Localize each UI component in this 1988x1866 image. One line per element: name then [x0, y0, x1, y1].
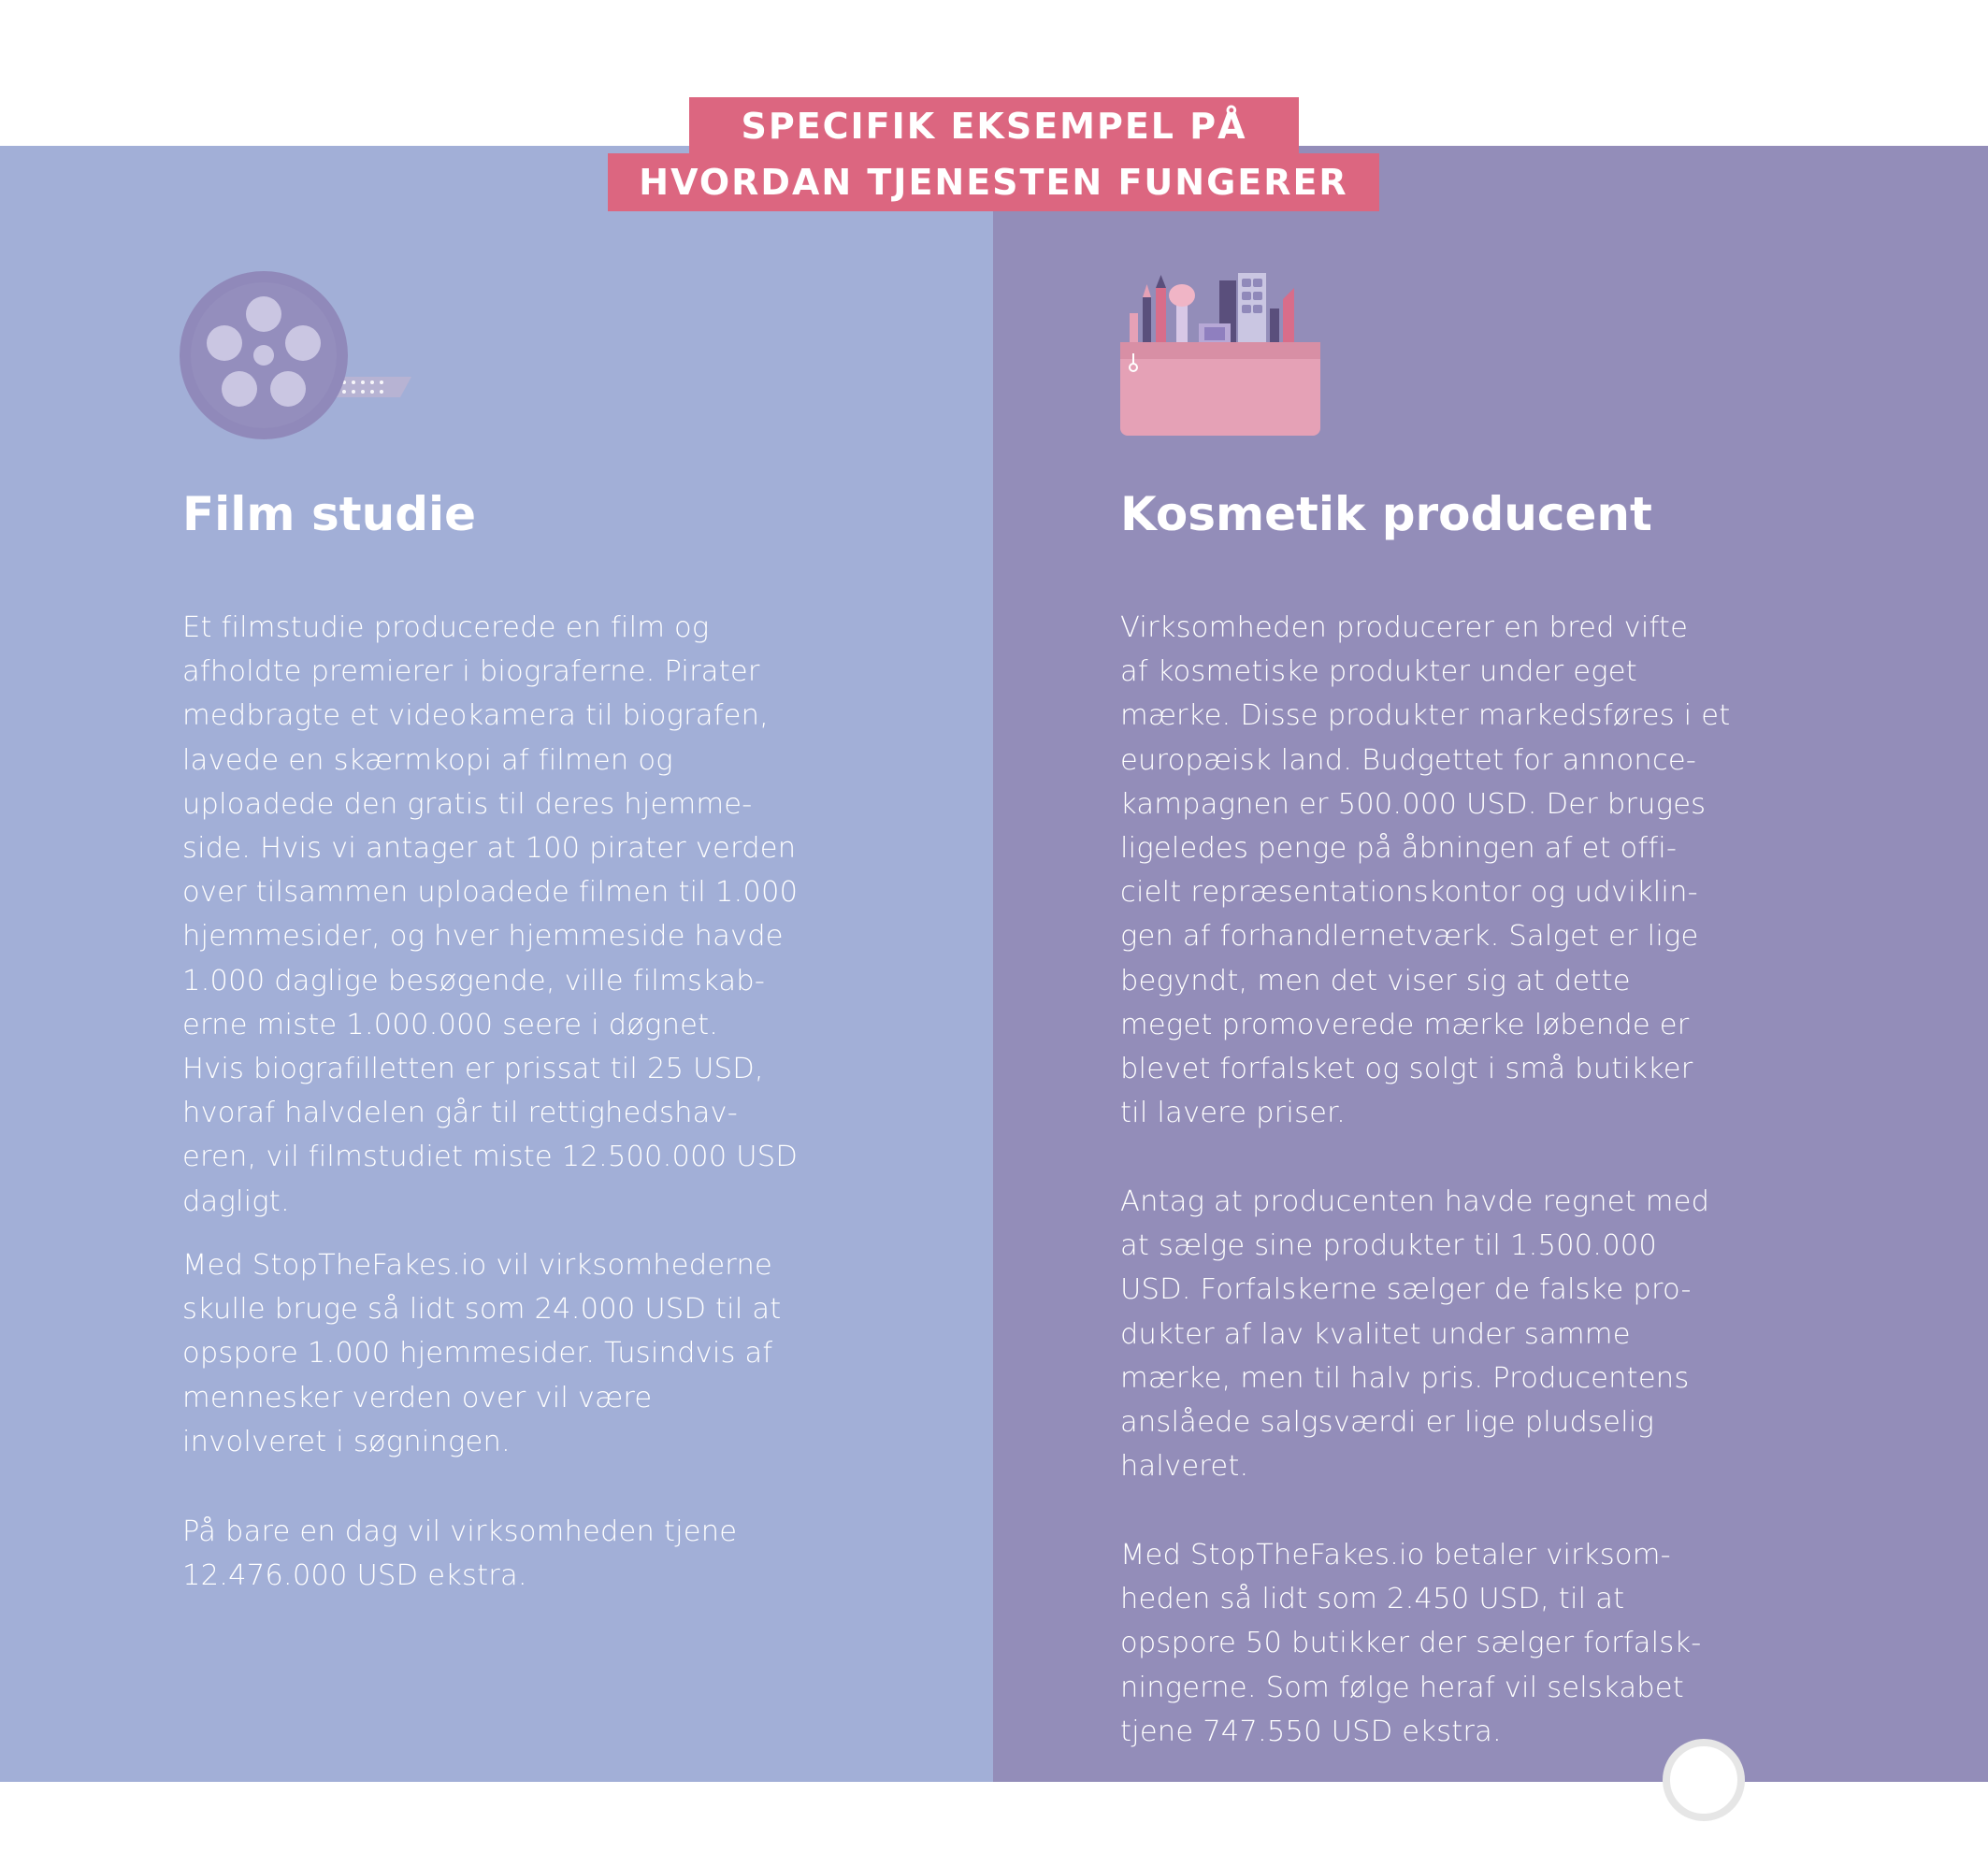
cosmetics-paragraph-1: Virksomheden producerer en bred vifte af kosmetiske produkter under eget mærke. Disse produkter markedsføres i et europæisk land. Budgettet for annonce- kampagnen er 500.000 USD. Der bruges ligeledes penge på åbningen af et offi- cielt repræsentationskontor og udviklin- gen af forhandlernetværk. Salget er lige begyndt, men det viser sig at dette meget promoverede mærke løbende er blevet forfalsket og solgt i små butikker til lavere priser.: [1120, 611, 1731, 1130]
banner-title-line-2: HVORDAN TJENESTEN FUNGERER: [608, 153, 1379, 211]
cosmetics-paragraph-2: Antag at producenten havde regnet med at sælge sine produkter til 1.500.000 USD. Forfalskerne sælger de falske pro- dukter af lav kvalitet under samme mærke, men til halv pris. Producentens anslåede salgsværdi er lige pludselig halveret.: [1120, 1185, 1710, 1484]
film-studio-paragraph-2: Med StopTheFakes.io vil virksomhederne skulle bruge så lidt som 24.000 USD til at opspore 1.000 hjemmesider. Tusindvis af mennesker verden over vil være involveret i søgningen.: [182, 1249, 782, 1458]
film-studio-paragraph-3: På bare en dag vil virksomheden tjene 12.476.000 USD ekstra.: [182, 1515, 738, 1593]
banner-title-line-1: SPECIFIK EKSEMPEL PÅ: [689, 97, 1299, 155]
cosmetics-producer-heading: Kosmetik producent: [1120, 487, 1652, 541]
cosmetics-bag-icon: [1120, 271, 1326, 439]
film-reel-icon: [178, 266, 421, 444]
film-studio-heading: Film studie: [182, 487, 477, 541]
film-studio-paragraph-1: Et filmstudie producerede en film og afholdte premierer i biograferne. Pirater medbragte et videokamera til biografen, lavede en skærmkopi af filmen og uploadede den gratis til deres hjemme- side. Hvis vi antager at 100 pirater verden over tilsammen uploadede filmen til 1.000 hjemmesider, og hver hjemmeside havde 1.000 daglige besøgende, ville filmskab- erne miste 1.000.000 seere i døgnet. Hvis biografilletten er prissat til 25 USD, hvoraf halvdelen går til rettighedshav- eren, vil filmstudiet miste 12.500.000 USD dagligt.: [182, 611, 799, 1218]
page-indicator-ring: [1663, 1739, 1745, 1821]
cosmetics-paragraph-3: Med StopTheFakes.io betaler virksom- heden så lidt som 2.450 USD, til at opspore 50 butikker der sælger forfalsk- ningerne. Som følge heraf vil selskabet tjene 747.550 USD ekstra.: [1120, 1539, 1702, 1748]
